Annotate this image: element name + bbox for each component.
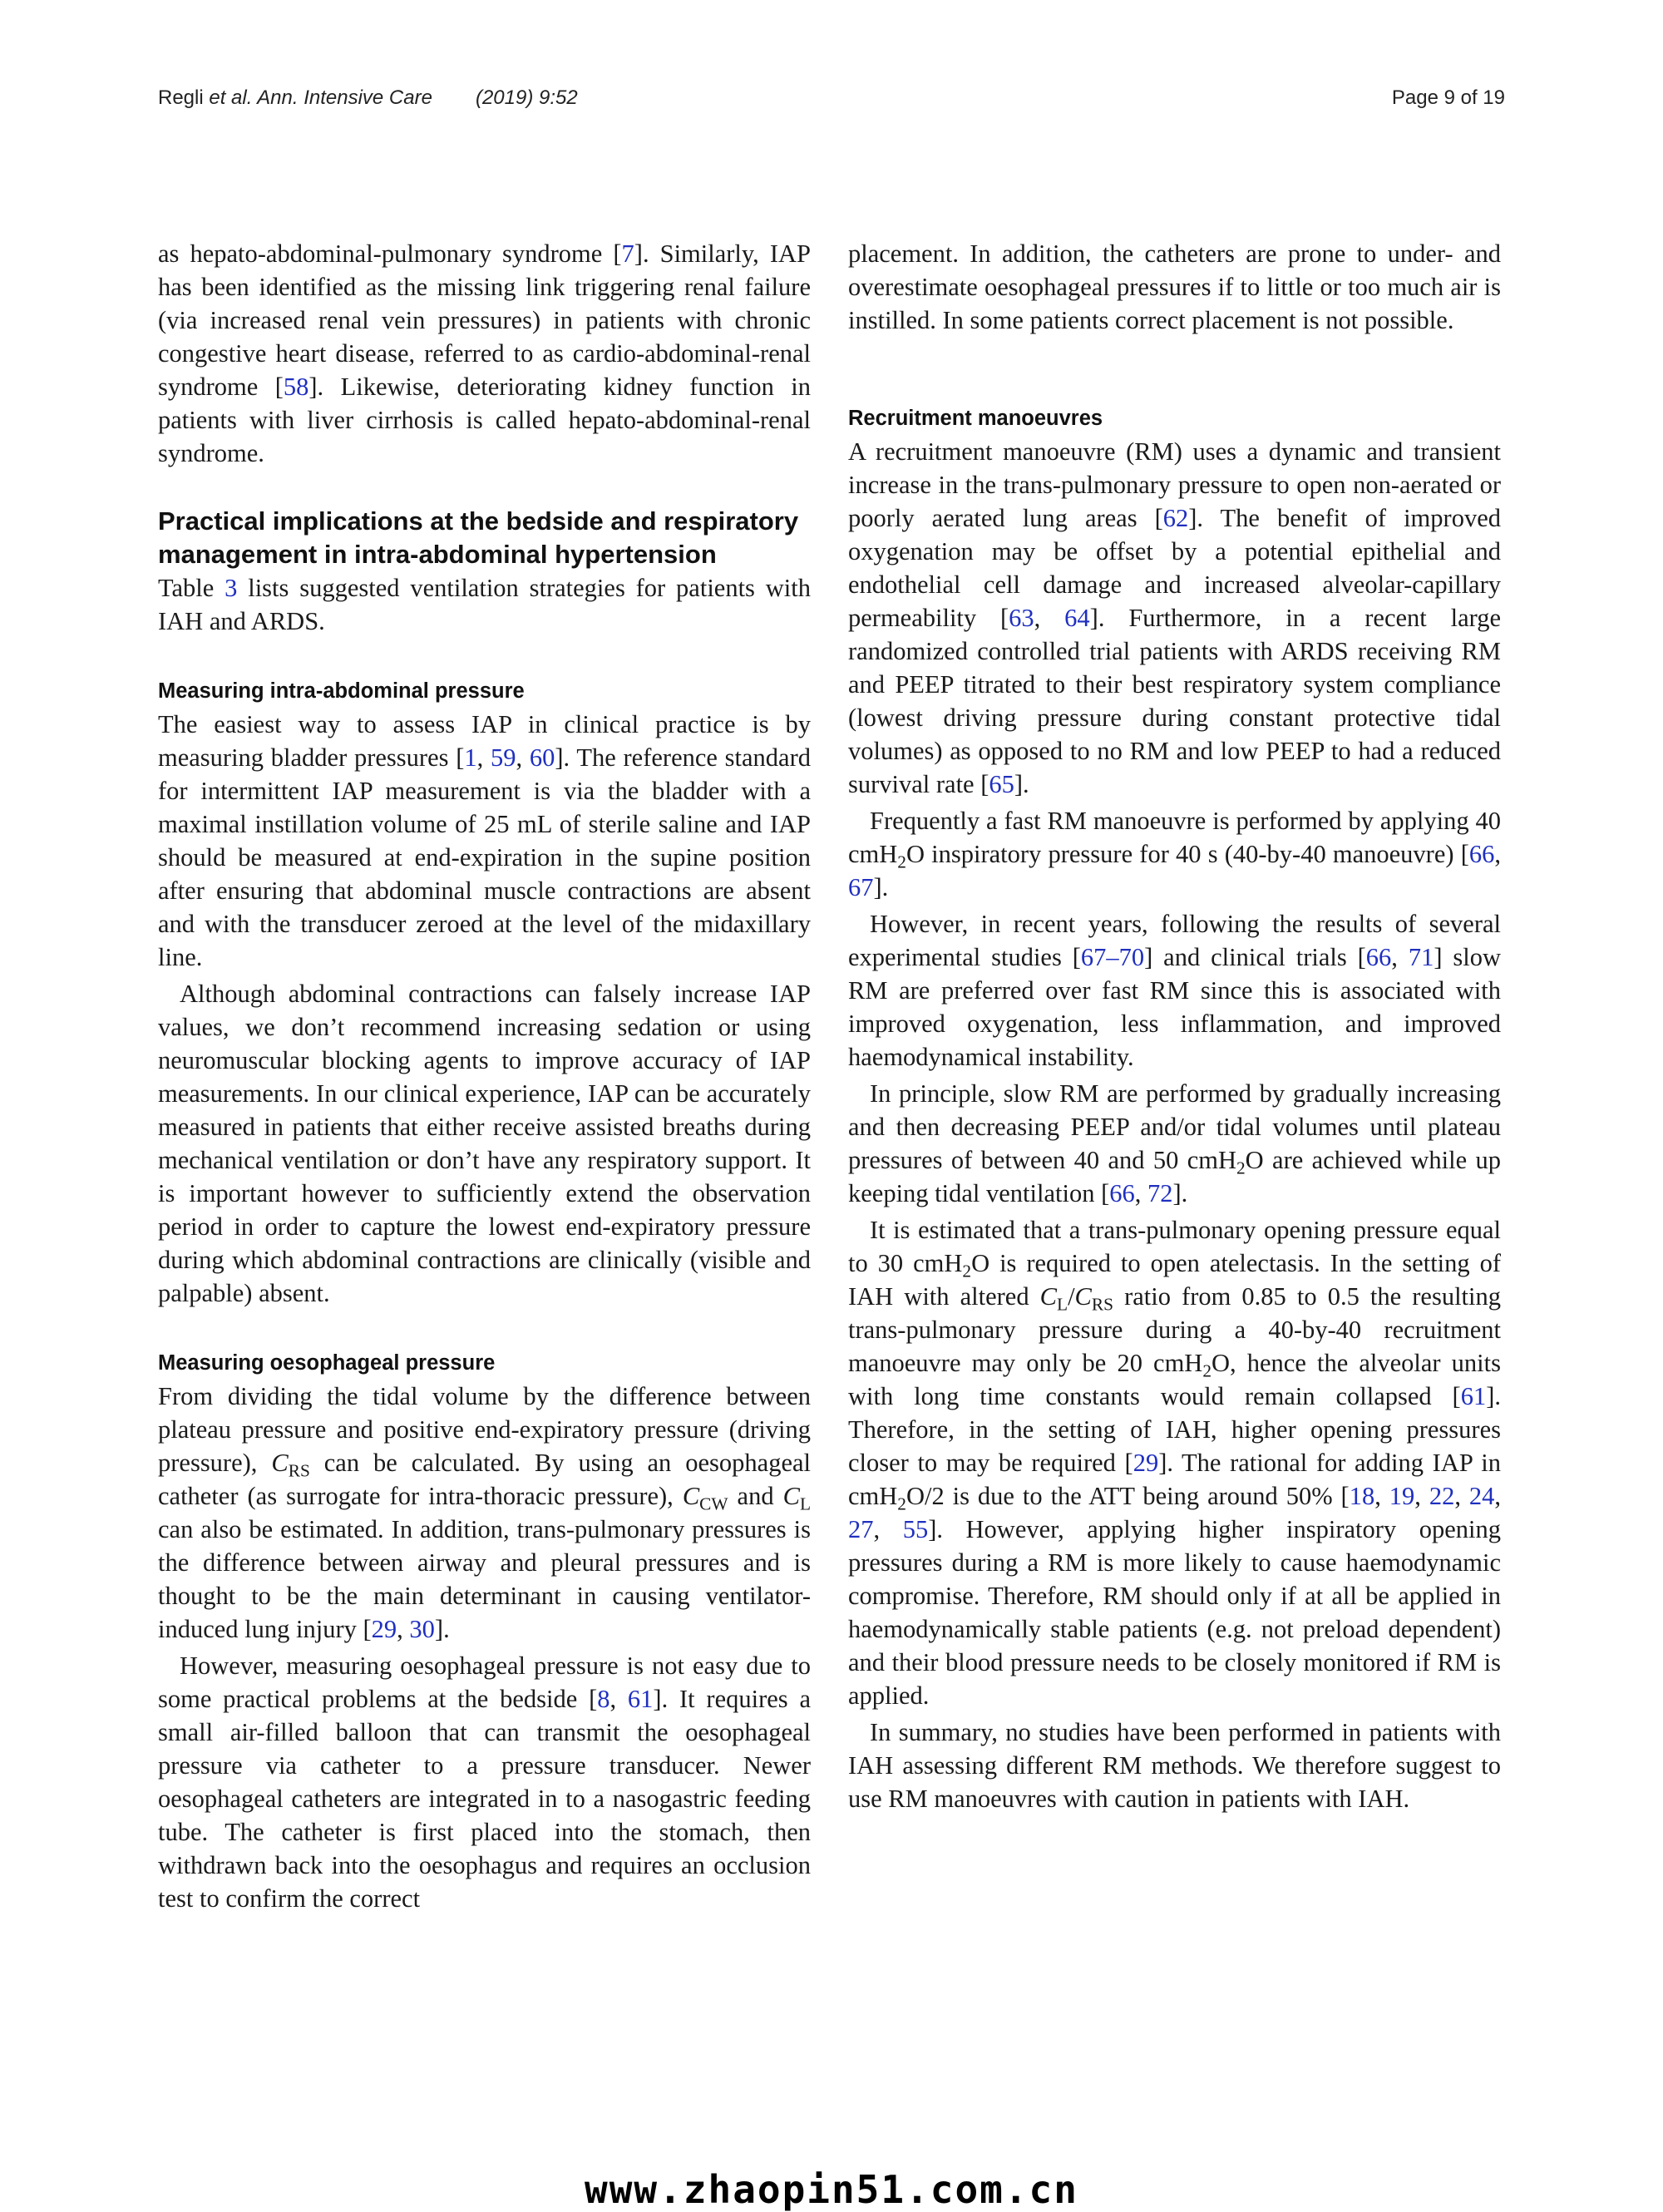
page-header [158,86,1505,120]
reference-link[interactable]: 29 [371,1615,397,1643]
volume-year: (2019) 9:52 [475,86,578,109]
right-column [848,237,1501,1815]
reference-link[interactable]: 66 [1468,840,1495,868]
reference-link[interactable]: 30 [409,1615,435,1643]
paragraph: However, in recent years, following the results of several experimental studies [67–70] and clinical trials [66, 71] slow RM are preferred over fast RM since this is associated with improved oxygenation, less inflammation, and improved haemodynamical instability. [848,910,1501,1071]
reference-link[interactable]: 58 [283,373,309,401]
watermark-url: www.zhaopin51.com.cn [585,2167,1078,2212]
reference-link[interactable]: 61 [627,1685,654,1713]
reference-link[interactable]: 61 [1460,1382,1487,1410]
reference-link[interactable]: 60 [529,743,555,772]
reference-link[interactable]: 67 [848,873,874,901]
reference-link[interactable]: 24 [1468,1482,1495,1510]
reference-link[interactable]: 8 [597,1685,610,1713]
reference-link[interactable]: 55 [902,1515,929,1543]
reference-link[interactable]: 18 [1349,1482,1375,1510]
paragraph: From dividing the tidal volume by the difference between plateau pressure and positive end-expiratory pressure (driving pressure), $C_{RS}$ can be calculated. By using an oesophageal catheter (as surrogate for intra-thoracic pressure), $C_{CW}$ and $C_L$ can also be estimated. In addition, trans-pulmonary pressures is the difference between airway and pleural pressures and is thought to be the main determinant in causing ventilator-induced lung injury [29, 30]. [158,1382,811,1643]
journal-name: et al. Ann. Intensive Care [209,86,432,109]
reference-link[interactable]: 66 [1365,943,1392,971]
paragraph: In principle, slow RM are performed by gradually increasing and then decreasing PEEP and/or tidal volumes until plateau pressures of between 40 and 50 cmH$_2$O are achieved while up keeping tidal ventilation [66, 72]. [848,1079,1501,1207]
reference-link[interactable]: 59 [491,743,516,772]
reference-link[interactable]: 62 [1162,504,1189,532]
paragraph: Frequently a fast RM manoeuvre is performed by applying 40 cmH$_2$O inspiratory pressure for 40 s (40-by-40 manoeuvre) [66, 67]. [848,807,1501,901]
table-link[interactable]: 3 [225,574,238,602]
reference-link[interactable]: 71 [1408,943,1434,971]
paragraph: placement. In addition, the catheters are prone to under- and overestimate oesophageal pressures if to little or too much air is instilled. In some patients correct placement is not possible. [848,239,1501,334]
subsection-heading: Measuring oesophageal pressure [158,1351,496,1375]
reference-link[interactable]: 7 [621,239,634,268]
paragraph: It is estimated that a trans-pulmonary opening pressure equal to 30 cmH$_2$O is required to open atelectasis. In the setting of IAH with altered $C_L/C_{RS}$ ratio from 0.85 to 0.5 the resulting trans-pulmonary pressure during a 40-by-40 recruitment manoeuvre may only be 20 cmH$_2$O, hence the alveolar units with long time constants would remain collapsed [61]. Therefore, in the setting of IAH, higher opening pressures closer to may be required [29]. The rational for adding IAP in cmH$_2$O/2 is due to the ATT being around 50% [18, 19, 22, 24, 27, 55]. However, applying higher inspiratory opening pressures during a RM is more likely to cause haemodynamic compromise. Therefore, RM should only if at all be applied in haemodynamically stable patients (e.g. not preload dependent) and their blood pressure needs to be closely monitored if RM is applied. [848,1216,1502,1710]
section-heading: Practical implications at the bedside and respiratory management in intra-abdominal hypertension [158,506,799,569]
reference-link[interactable]: 1 [464,743,477,772]
citation [158,86,578,110]
paragraph: A recruitment manoeuvre (RM) uses a dynamic and transient increase in the trans-pulmonary pressure to open non-aerated or poorly aerated lung areas [62]. The benefit of improved oxygenation may be offset by a potential epithelial and endothelial cell damage and increased alveolar-capillary permeability [63, 64]. Furthermore, in a recent large randomized controlled trial patients with ARDS receiving RM and PEEP titrated to their best respiratory system compliance (lowest driving pressure during constant protective tidal volumes) as opposed to no RM and low PEEP to had a reduced survival rate [65]. [848,437,1502,798]
paragraph: In summary, no studies have been performed in patients with IAH assessing different RM methods. We therefore suggest to use RM manoeuvres with caution in patients with IAH. [848,1718,1501,1813]
reference-link[interactable]: 19 [1389,1482,1415,1510]
paragraph: Although abdominal contractions can falsely increase IAP values, we don’t recommend increasing sedation or using neuromuscular blocking agents to improve accuracy of IAP measurements. In our clinical experience, IAP can be accurately measured in patients that either receive assisted breaths during mechanical ventilation or don’t have any respiratory support. It is important however to sufficiently extend the observation period in order to capture the lowest end-expiratory pressure during which abdominal contractions are clinically (visible and palpable) absent. [158,980,811,1307]
subsection-heading: Recruitment manoeuvres [848,407,1103,430]
left-column [158,237,811,1915]
page-number: Page 9 of 19 [1391,86,1505,109]
reference-link[interactable]: 67–70 [1080,943,1145,971]
reference-link[interactable]: 64 [1064,604,1090,632]
paragraph: as hepato-abdominal-pulmonary syndrome [7]. Similarly, IAP has been identified as the missing link triggering renal failure (via increased renal vein pressures) in patients with chronic congestive heart disease, referred to as cardio-abdominal-renal syndrome [58]. Likewise, deteriorating kidney function in patients with liver cirrhosis is called hepato-abdominal-renal syndrome. [158,239,811,467]
paragraph: However, measuring oesophageal pressure is not easy due to some practical problems at the bedside [8, 61]. It requires a small air-filled balloon that can transmit the oesophageal pressure via catheter to a pressure transducer. Newer oesophageal catheters are integrated in to a nasogastric feeding tube. The catheter is first placed into the stomach, then withdrawn back into the oesophagus and requires an occlusion test to confirm the correct [158,1652,811,1913]
paragraph: The easiest way to assess IAP in clinical practice is by measuring bladder pressures [1, 59, 60]. The reference standard for intermittent IAP measurement is via the bladder with a maximal instillation volume of 25 mL of sterile saline and IAP should be measured at end-expiration in the supine position after ensuring that abdominal muscle contractions are absent and with the transducer zeroed at the level of the midaxillary line. [158,710,811,971]
reference-link[interactable]: 27 [848,1515,874,1543]
reference-link[interactable]: 65 [989,770,1014,798]
paragraph: Table 3 lists suggested ventilation strategies for patients with IAH and ARDS. [158,574,811,635]
reference-link[interactable]: 63 [1009,604,1034,632]
reference-link[interactable]: 72 [1147,1179,1173,1207]
reference-link[interactable]: 66 [1109,1179,1135,1207]
subsection-heading: Measuring intra-abdominal pressure [158,679,525,703]
reference-link[interactable]: 29 [1133,1449,1159,1477]
authors: Regli [158,86,210,109]
reference-link[interactable]: 22 [1429,1482,1455,1510]
